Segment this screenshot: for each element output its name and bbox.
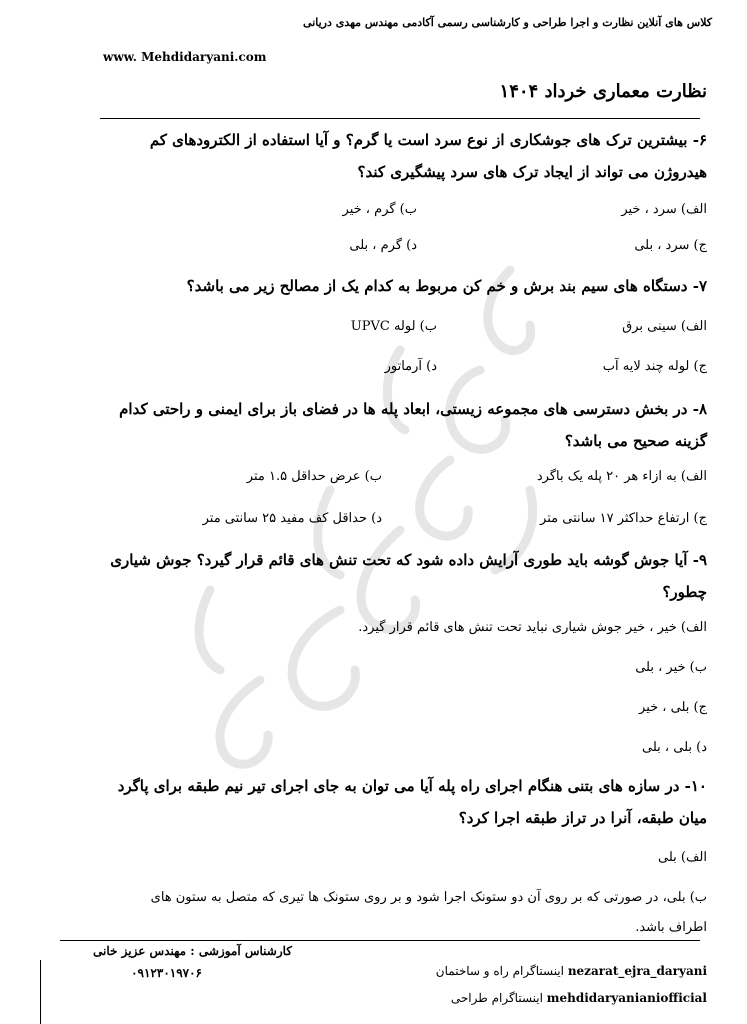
question-10-line-2: میان طبقه، آنرا در تراز طبقه اجرا کرد؟ xyxy=(458,809,707,827)
instagram-1-handle[interactable]: nezarat_ejra_daryani xyxy=(567,964,707,978)
q7-option-dal: د) آرماتور xyxy=(384,359,437,374)
question-9-line-1 xyxy=(87,544,707,576)
academy-line: کلاس های آنلاین نظارت و اجرا طراحی و کارشناسی رسمی آکادمی مهندس مهدی دریانی xyxy=(303,16,712,29)
question-7-line-1 xyxy=(87,270,707,302)
question-text: بیشترین ترک های جوشکاری از نوع سرد است یا گرم؟ و آیا استفاده از الکترودهای کم xyxy=(149,131,688,149)
header-divider xyxy=(100,118,700,119)
instagram-2-label: اینستاگرام طراحی xyxy=(450,991,543,1005)
q8-option-dal: د) حداقل کف مفید ۲۵ سانتی متر xyxy=(202,511,382,526)
question-number: ۶- xyxy=(692,131,707,149)
website-link[interactable]: www. Mehdidaryani.com xyxy=(103,50,267,64)
watermark-stroke-6 xyxy=(220,680,268,764)
watermark-stroke-3 xyxy=(420,460,469,536)
question-number: ۸- xyxy=(692,400,707,418)
question-number: ۷- xyxy=(692,277,707,295)
question-10-line-1 xyxy=(87,770,707,802)
question-8-line-1 xyxy=(87,393,707,425)
q6-option-dal: د) گرم ، بلی xyxy=(349,238,417,253)
question-8 xyxy=(87,393,707,457)
question-8-line-2: گزینه صحیح می باشد؟ xyxy=(564,432,707,450)
q7-option-be: ب) لوله UPVC xyxy=(350,319,437,334)
footer-margin-line xyxy=(40,960,41,1024)
question-number: ۹- xyxy=(692,551,707,569)
q10-option-be xyxy=(87,883,707,943)
q6-option-jim: ج) سرد ، بلی xyxy=(634,238,707,253)
footer-instagram-2 xyxy=(451,991,707,1005)
question-10 xyxy=(87,770,707,834)
q9-option-be: ب) خیر ، بلی xyxy=(635,660,707,675)
q8-option-alef: الف) به ازاء هر ۲۰ پله یک باگرد xyxy=(536,469,707,484)
question-6 xyxy=(87,124,707,188)
question-6-line-1 xyxy=(87,124,707,156)
q8-option-be: ب) عرض حداقل ۱.۵ متر xyxy=(246,469,382,484)
q10-option-be-line-2: اطراف باشد. xyxy=(635,920,707,935)
instagram-1-label: اینستاگرام راه و ساختمان xyxy=(435,964,564,978)
watermark-stroke-5 xyxy=(292,610,355,706)
q6-option-alef: الف) سرد ، خیر xyxy=(621,202,707,217)
question-9-line-2: چطور؟ xyxy=(662,583,707,601)
question-number: ۱۰- xyxy=(684,777,707,795)
q6-option-be: ب) گرم ، خیر xyxy=(342,202,417,217)
q9-option-alef: الف) خیر ، خیر جوش شیاری نباید تحت تنش های قائم قرار گیرد. xyxy=(358,620,707,635)
q8-option-jim: ج) ارتفاع حداکثر ۱۷ سانتی متر xyxy=(540,511,707,526)
footer-instructor: کارشناس آموزشی : مهندس عزیز خانی xyxy=(93,944,292,958)
question-text: در سازه های بتنی هنگام اجرای راه پله آیا می توان به جای اجرای تیر نیم طبقه برای پاگرد xyxy=(117,777,680,795)
footer-phone: ۰۹۱۲۳۰۱۹۷۰۶ xyxy=(131,966,202,980)
question-7 xyxy=(87,270,707,302)
question-text: در بخش دسترسی های مجموعه زیستی، ابعاد پله ها در فضای باز برای ایمنی و راحتی کدام xyxy=(119,400,688,418)
q7-option-alef: الف) سینی برق xyxy=(622,319,707,334)
question-9 xyxy=(87,544,707,608)
footer-divider xyxy=(60,940,700,941)
instagram-2-handle[interactable]: mehdidaryanianiofficial xyxy=(546,991,707,1005)
q10-option-alef: الف) بلی xyxy=(658,850,707,865)
q9-option-jim: ج) بلی ، خیر xyxy=(639,700,707,715)
question-6-line-2: هیدروژن می تواند از ایجاد ترک های سرد پیشگیری کند؟ xyxy=(357,163,707,181)
page-title: نظارت معماری خرداد ۱۴۰۴ xyxy=(499,81,707,102)
q9-option-dal: د) بلی ، بلی xyxy=(642,740,707,755)
q7-option-jim: ج) لوله چند لایه آب xyxy=(602,359,707,374)
question-text: آیا جوش گوشه باید طوری آرایش داده شود که تحت تنش های قائم قرار گیرد؟ جوش شیاری xyxy=(110,551,688,569)
q10-option-be-line-1: ب) بلی، در صورتی که بر روی آن دو ستونک اجرا شود و بر روی ستونک ها تیری که متصل به ستون های xyxy=(150,890,707,905)
question-text: دستگاه های سیم بند برش و خم کن مربوط به کدام یک از مصالح زیر می باشد؟ xyxy=(186,277,688,295)
footer-instagram-1 xyxy=(436,964,707,978)
